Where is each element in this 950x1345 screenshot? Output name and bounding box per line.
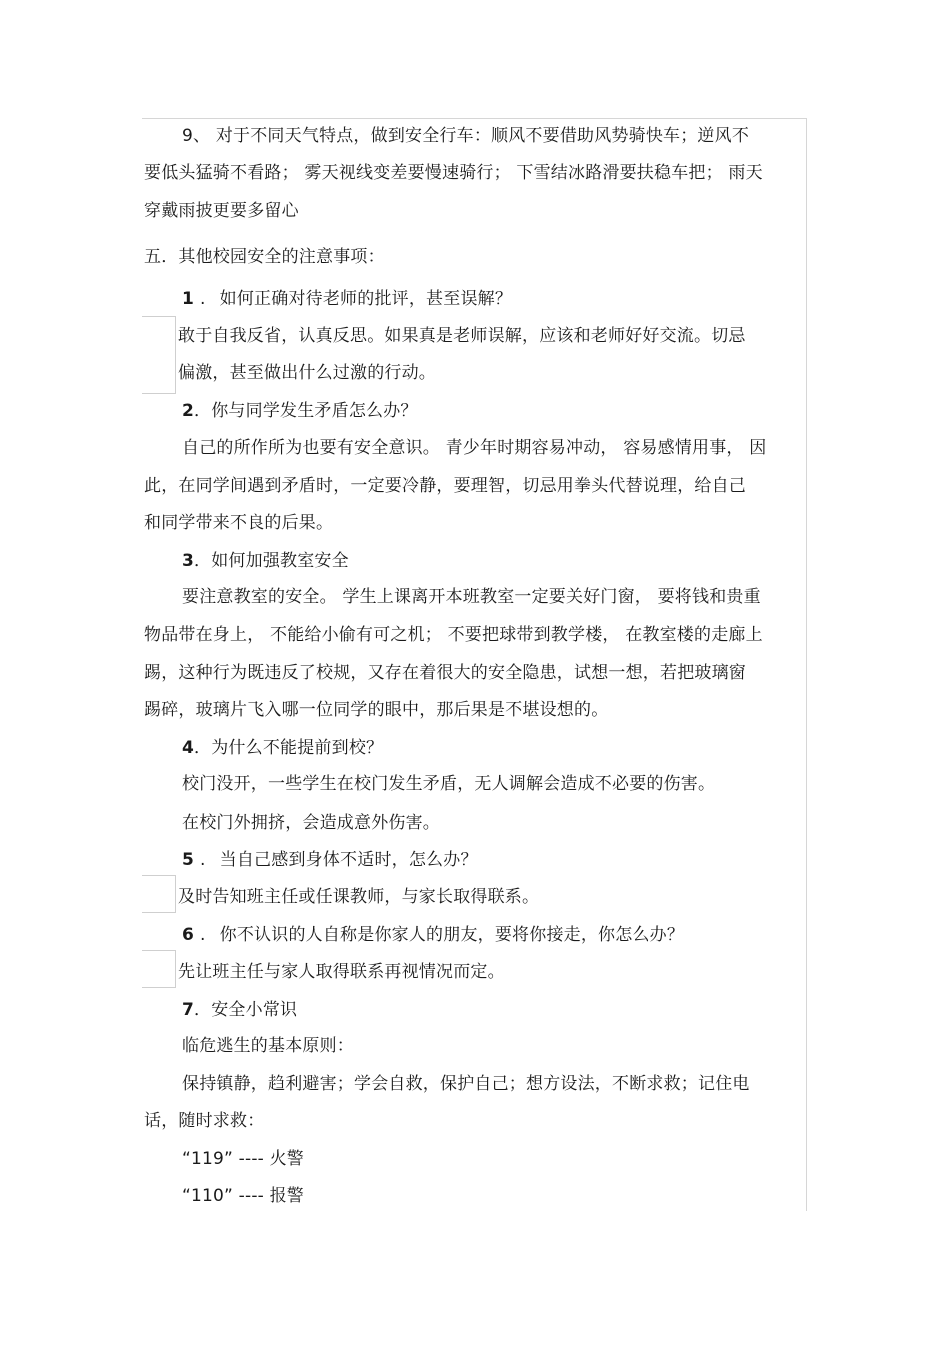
question-5-text: 当自己感到身体不适时，怎么办？	[219, 850, 478, 870]
question-6	[182, 925, 684, 945]
question-1-number: 1	[182, 289, 195, 309]
answer-3-line2: 物品带在身上， 不能给小偷有可之机； 不要把球带到教学楼， 在教室楼的走廊上	[144, 625, 763, 645]
answer-2-line3: 和同学带来不良的后果。	[144, 513, 334, 533]
hotline-fire: “119” ---- 火警	[182, 1149, 305, 1169]
question-4-text: ．为什么不能提前到校？	[194, 738, 384, 758]
question-3-number: 3	[182, 551, 195, 571]
question-7	[182, 1000, 297, 1020]
answer-4-line2: 在校门外拥挤，会造成意外伤害。	[182, 813, 440, 833]
margin-cell-q5	[142, 875, 176, 913]
margin-cell-q1	[142, 316, 176, 394]
answer-3-line1: 要注意教室的安全。 学生上课离开本班教室一定要关好门窗， 要将钱和贵重	[182, 587, 761, 607]
question-4-number: 4	[182, 738, 195, 758]
answer-7-line2: 保持镇静，趋利避害；学会自救，保护自己；想方设法，不断求救；记住电	[182, 1074, 750, 1094]
answer-5-line1: 及时告知班主任或任课教师，与家长取得联系。	[178, 887, 540, 907]
question-5	[182, 850, 478, 870]
answer-4-line1: 校门没开，一些学生在校门发生矛盾，无人调解会造成不必要的伤害。	[182, 774, 716, 794]
item9-line3: 穿戴雨披更要多留心	[144, 201, 299, 221]
question-5-separator: .	[200, 850, 206, 870]
answer-7-line1: 临危逃生的基本原则：	[182, 1036, 354, 1056]
question-3-text: ．如何加强教室安全	[194, 551, 349, 571]
answer-3-line4: 踢碎，玻璃片飞入哪一位同学的眼中，那后果是不堪设想的。	[144, 700, 609, 720]
item9-line1: 9、 对于不同天气特点，做到安全行车：顺风不要借助风势骑快车；逆风不	[182, 126, 750, 146]
answer-6-line1: 先让班主任与家人取得联系再视情况而定。	[178, 962, 505, 982]
question-6-number: 6	[182, 925, 195, 945]
answer-1-line1: 敢于自我反省，认真反思。如果真是老师误解，应该和老师好好交流。切忌	[178, 326, 746, 346]
answer-2-line2: 此，在同学间遇到矛盾时，一定要冷静，要理智，切忌用拳头代替说理，给自己	[144, 476, 746, 496]
question-1-text: 如何正确对待老师的批评，甚至误解？	[219, 289, 513, 309]
question-2-number: 2	[182, 401, 195, 421]
question-2	[182, 401, 418, 421]
hotline-police: “110” ---- 报警	[182, 1186, 305, 1206]
question-6-text: 你不认识的人自称是你家人的朋友，要将你接走，你怎么办？	[219, 925, 685, 945]
question-4	[182, 738, 383, 758]
question-6-separator: .	[200, 925, 206, 945]
section-5-heading: 五．其他校园安全的注意事项：	[144, 247, 385, 267]
answer-2-line1: 自己的所作所为也要有安全意识。 青少年时期容易冲动， 容易感情用事， 因	[182, 438, 767, 458]
question-5-number: 5	[182, 850, 195, 870]
answer-1-line2: 偏激，甚至做出什么过激的行动。	[178, 363, 436, 383]
question-7-number: 7	[182, 1000, 195, 1020]
item9-line2: 要低头猛骑不看路； 雾天视线变差要慢速骑行； 下雪结冰路滑要扶稳车把； 雨天	[144, 163, 763, 183]
answer-7-line3: 话，随时求救：	[144, 1111, 265, 1131]
question-7-text: ．安全小常识	[194, 1000, 298, 1020]
question-2-text: ．你与同学发生矛盾怎么办？	[194, 401, 418, 421]
question-1	[182, 289, 512, 309]
question-1-separator: .	[200, 289, 206, 309]
answer-3-line3: 踢，这种行为既违反了校规，又存在着很大的安全隐患，试想一想，若把玻璃窗	[144, 663, 746, 683]
margin-cell-q6	[142, 950, 176, 988]
question-3	[182, 551, 349, 571]
